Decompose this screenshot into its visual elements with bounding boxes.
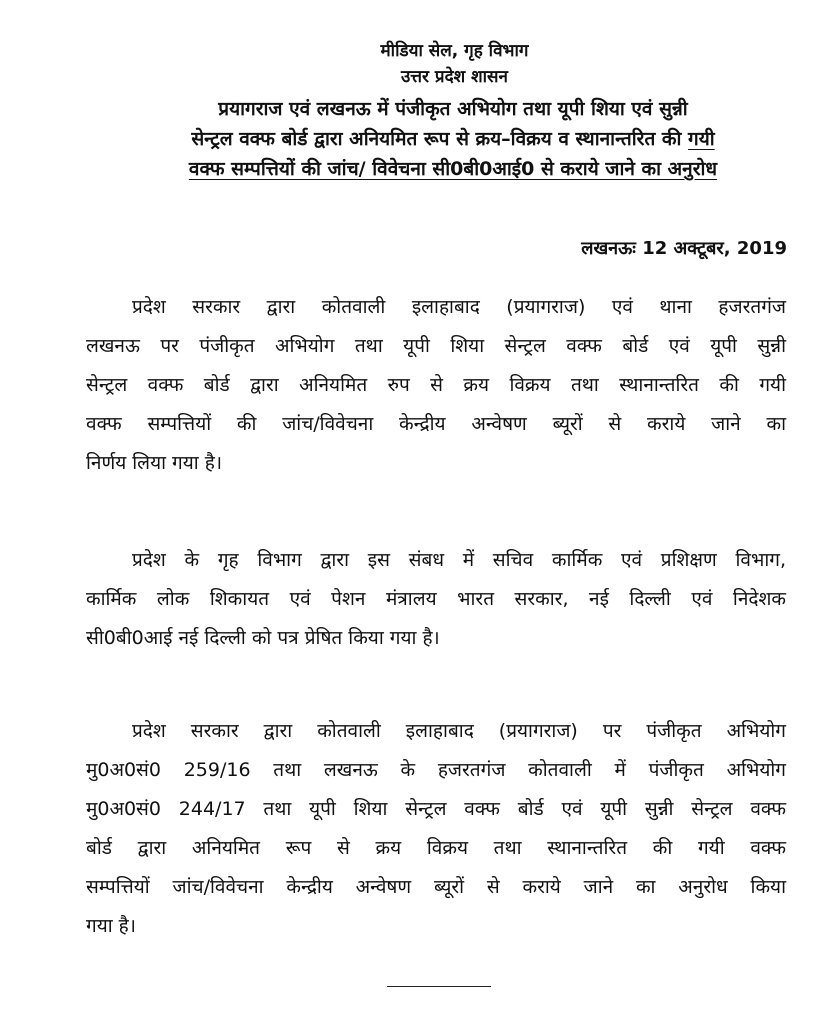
subject-line-3: वक्फ सम्पत्तियों की जांच/ विवेचना सी0बी0आई0 से कराये जाने का अनुरोध: [188, 158, 718, 180]
issuer-department: मीडिया सेल, गृह विभाग: [380, 41, 529, 61]
paragraph-line: प्रदेश सरकार द्वारा कोतवाली इलाहाबाद (प्रयागराज) एवं थाना हजरतगंज: [132, 296, 786, 318]
paragraph-1: [86, 288, 786, 483]
subject-heading: [108, 94, 798, 184]
paragraph-line: लखनऊ पर पंजीकृत अभियोग तथा यूपी शिया सेन्ट्रल वक्फ बोर्ड एवं यूपी सुन्नी: [86, 335, 786, 357]
paragraph-3: [86, 712, 786, 946]
paragraph-line: निर्णय लिया गया है।: [86, 452, 223, 474]
subject-line-2-text: सेन्ट्रल वक्फ बोर्ड द्वारा अनियमित रूप से क्रय–विक्रय व स्थानान्तरित की: [191, 128, 682, 150]
paragraph-line: मु0अ0सं0 244/17 तथा यूपी शिया सेन्ट्रल वक्फ बोर्ड एवं यूपी सुन्नी सेन्ट्रल वक्फ: [86, 798, 786, 820]
issuer-header: [0, 38, 829, 90]
paragraph-line: बोर्ड द्वारा अनियमित रूप से क्रय विक्रय तथा स्थानान्तरित की गयी वक्फ: [86, 837, 786, 859]
paragraph-line: गया है।: [86, 915, 136, 937]
paragraph-line: वक्फ सम्पत्तियों की जांच/विवेचना केन्द्रीय अन्वेषण ब्यूरों से कराये जाने का: [86, 413, 786, 435]
subject-line-2: [108, 124, 798, 154]
subject-line-1: प्रयागराज एवं लखनऊ में पंजीकृत अभियोग तथा यूपी शिया एवं सुन्नी: [218, 98, 688, 120]
paragraph-line: सेन्ट्रल वक्फ बोर्ड द्वारा अनियमित रुप से क्रय विक्रय तथा स्थानान्तरित की गयी: [86, 374, 786, 396]
paragraph-line: कार्मिक लोक शिकायत एवं पेशन मंत्रालय भारत सरकार, नई दिल्ली एवं निदेशक: [86, 588, 786, 610]
paragraph-line: सम्पत्तियों जांच/विवेचना केन्द्रीय अन्वेषण ब्यूरों से कराये जाने का अनुरोध किया: [86, 876, 786, 898]
paragraph-line: प्रदेश सरकार द्वारा कोतवाली इलाहाबाद (प्रयागराज) पर पंजीकृत अभियोग: [132, 720, 786, 742]
paragraph-line: सी0बी0आई नई दिल्ली को पत्र प्रेषित किया गया है।: [86, 627, 440, 649]
paragraph-2: [86, 541, 786, 658]
end-rule: [387, 986, 491, 987]
paragraph-line: मु0अ0सं0 259/16 तथा लखनऊ के हजरतगंज कोतवाली में पंजीकृत अभियोग: [86, 759, 786, 781]
subject-line-2-underlined: गयी: [688, 128, 715, 150]
issuer-government: उत्तर प्रदेश शासन: [400, 67, 508, 87]
dateline: लखनऊः 12 अक्टूबर, 2019: [581, 238, 787, 259]
paragraph-line: प्रदेश के गृह विभाग द्वारा इस संबध में सचिव कार्मिक एवं प्रशिक्षण विभाग,: [132, 549, 786, 571]
